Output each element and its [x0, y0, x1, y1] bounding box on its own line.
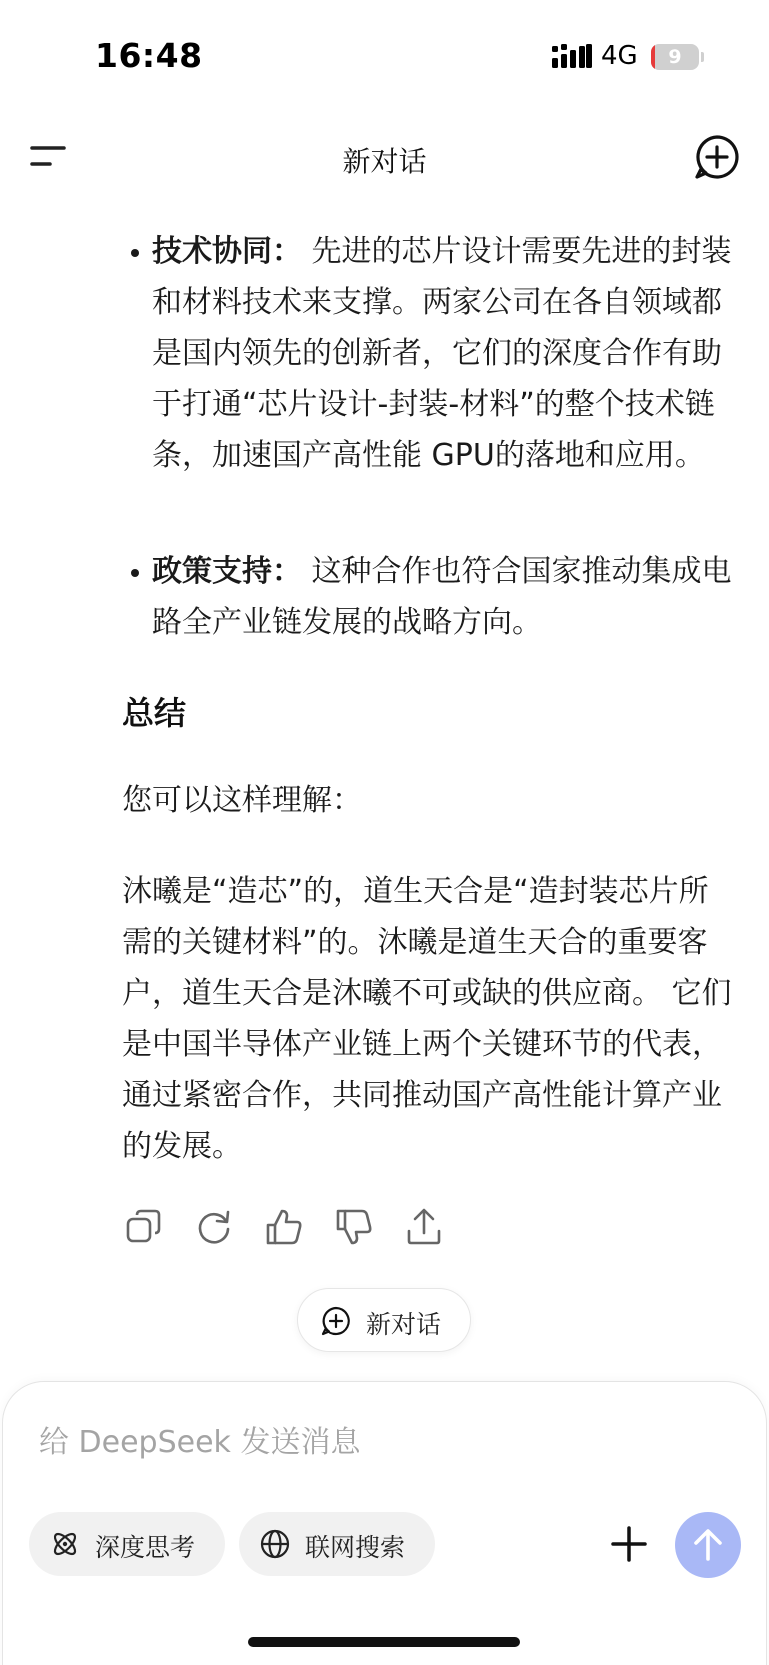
- web-search-toggle[interactable]: [239, 1512, 435, 1576]
- copy-icon: [122, 1205, 166, 1249]
- web-search-label: 联网搜索: [305, 1533, 406, 1562]
- deep-think-label: 深度思考: [95, 1533, 196, 1562]
- thumbs-down-button[interactable]: [332, 1205, 376, 1249]
- deep-think-toggle[interactable]: [29, 1512, 225, 1576]
- share-icon: [402, 1205, 446, 1249]
- bullet-dot: [131, 249, 139, 257]
- new-chat-icon: [320, 1305, 352, 1337]
- new-chat-pill-label: 新对话: [366, 1310, 442, 1339]
- summary-body: 沐曦是“造芯”的，道生天合是“造封装芯片所需的关键材料”的。沐曦是道生天合的重要客户，道生天合是沐曦不可或缺的供应商。 它们是中国半导体产业链上两个关键环节的代表，通过紧密合作，共同推动国产高性能计算产业的发展。: [122, 874, 732, 1164]
- bullet-text: 先进的芯片设计需要先进的封装和材料技术来支撑。两家公司在各自领域都是国内领先的创新者，它们的深度合作有助于打通“芯片设计-封装-材料”的整个技术链条，加速国产高性能 GPU的落地和应用。: [152, 234, 732, 473]
- bullet-label: 技术协同：: [152, 234, 302, 269]
- battery-icon: [651, 44, 699, 70]
- new-chat-pill-button[interactable]: [297, 1288, 471, 1352]
- new-chat-icon: [692, 132, 742, 182]
- atom-icon: [49, 1528, 81, 1560]
- regenerate-button[interactable]: [192, 1205, 236, 1249]
- battery-level: 9: [668, 46, 682, 68]
- page-title: 新对话: [342, 145, 427, 178]
- status-bar: [0, 0, 769, 110]
- bullet-label: 政策支持：: [152, 554, 302, 589]
- copy-button[interactable]: [122, 1205, 166, 1249]
- chat-header: [0, 120, 769, 200]
- share-button[interactable]: [402, 1205, 446, 1249]
- battery-tip: [701, 52, 704, 62]
- list-item: [122, 546, 732, 648]
- bullet-text: 这种合作也符合国家推动集成电路全产业链发展的战略方向。: [152, 554, 732, 640]
- thumbs-up-button[interactable]: [262, 1205, 306, 1249]
- send-button[interactable]: [675, 1512, 741, 1578]
- thumbs-up-icon: [262, 1205, 306, 1249]
- message-composer: [2, 1381, 767, 1665]
- attach-button[interactable]: [605, 1520, 653, 1568]
- message-input[interactable]: [39, 1418, 719, 1466]
- signal-icon: [552, 44, 592, 70]
- bullet-dot: [131, 569, 139, 577]
- plus-icon: [605, 1520, 653, 1568]
- arrow-up-icon: [688, 1525, 728, 1565]
- thumbs-down-icon: [332, 1205, 376, 1249]
- message-actions: [122, 1205, 462, 1249]
- status-time: 16:48: [95, 36, 203, 75]
- list-item: [122, 226, 732, 481]
- network-type: 4G: [601, 41, 638, 71]
- new-chat-button[interactable]: [692, 132, 742, 182]
- summary-heading: 总结: [122, 694, 187, 732]
- globe-icon: [259, 1528, 291, 1560]
- regenerate-icon: [192, 1205, 236, 1249]
- summary-intro: 您可以这样理解：: [122, 783, 362, 818]
- home-indicator: [248, 1637, 520, 1647]
